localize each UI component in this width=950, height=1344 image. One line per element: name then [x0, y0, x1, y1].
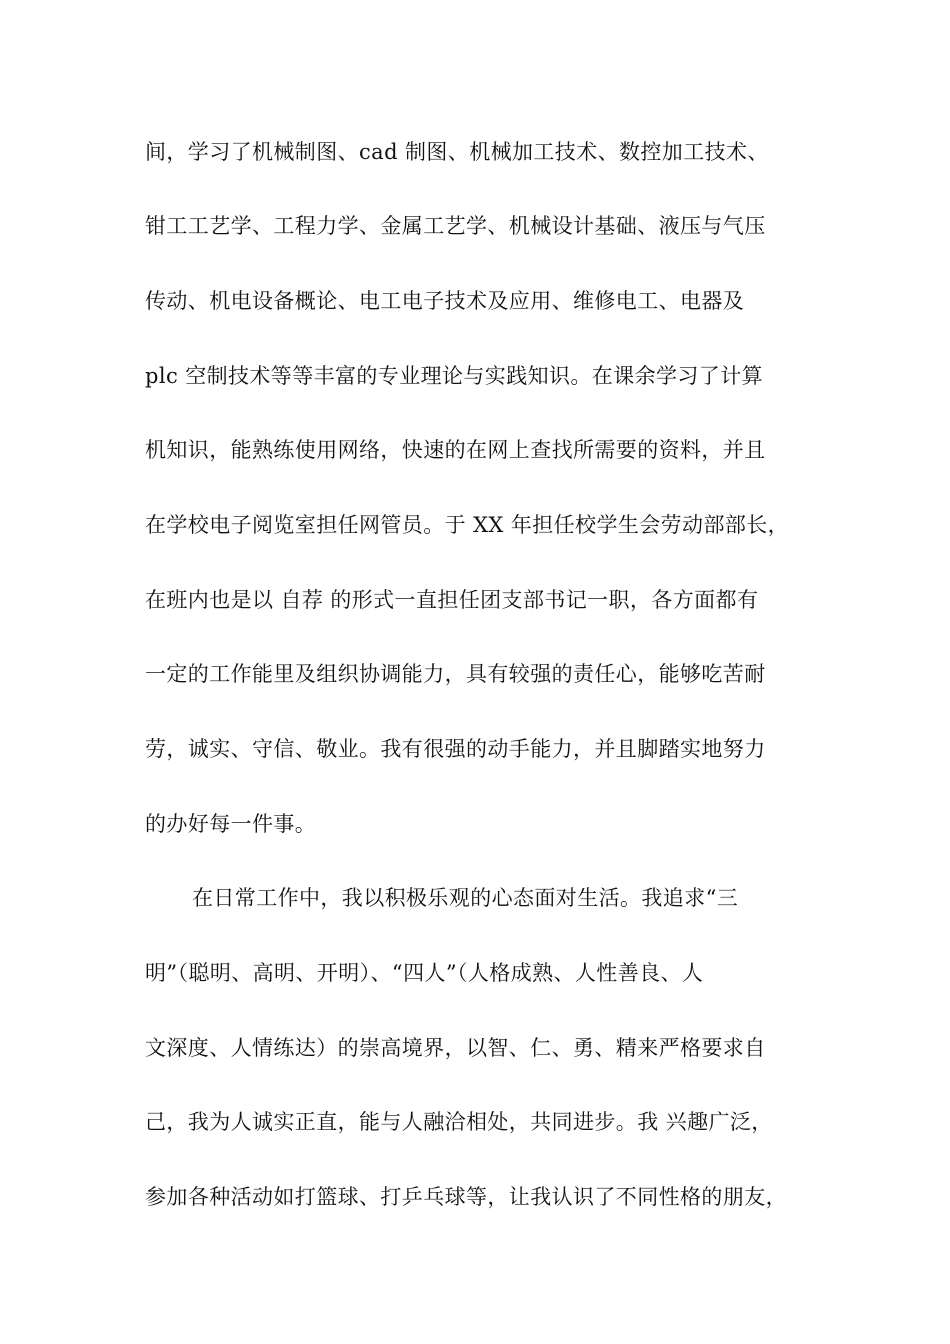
text-line: 参加各种活动如打篮球、打乒乓球等，让我认识了不同性格的朋友，	[145, 1185, 787, 1209]
text-line: 间，学习了机械制图、cad 制图、机械加工技术、数控加工技术、	[145, 140, 769, 164]
text-line: 机知识，能熟练使用网络，快速的在网上查找所需要的资料，并且	[145, 438, 766, 462]
text-line: 文深度、人情练达）的崇高境界，以智、仁、勇、精来严格要求自	[145, 1036, 766, 1060]
text-line: 明”（聪明、高明、开明）、“四人”（人格成熟、人性善良、人	[145, 961, 704, 985]
text-line: 己，我为人诚实正直，能与人融洽相处，共同进步。我 兴趣广泛，	[145, 1110, 773, 1134]
text-line: 在班内也是以 自荐 的形式一直担任团支部书记一职，各方面都有	[145, 588, 759, 612]
text-line: 传动、机电设备概论、电工电子技术及应用、维修电工、电器及	[145, 289, 745, 313]
text-line: 在学校电子阅览室担任网管员。于 XX 年担任校学生会劳动部部长，	[145, 513, 790, 537]
text-line: 的办好每一件事。	[145, 812, 317, 836]
text-line: 劳，诚实、守信、敬业。我有很强的动手能力，并且脚踏实地努力	[145, 737, 766, 761]
text-line: 钳工工艺学、工程力学、金属工艺学、机械设计基础、液压与气压	[145, 214, 766, 238]
text-line: plc 空制技术等等丰富的专业理论与实践知识。在课余学习了计算	[145, 364, 763, 388]
text-line: 在日常工作中，我以积极乐观的心态面对生活。我追求“三	[192, 886, 739, 910]
text-line: 一定的工作能里及组织协调能力，具有较强的责任心，能够吃苦耐	[145, 662, 766, 686]
